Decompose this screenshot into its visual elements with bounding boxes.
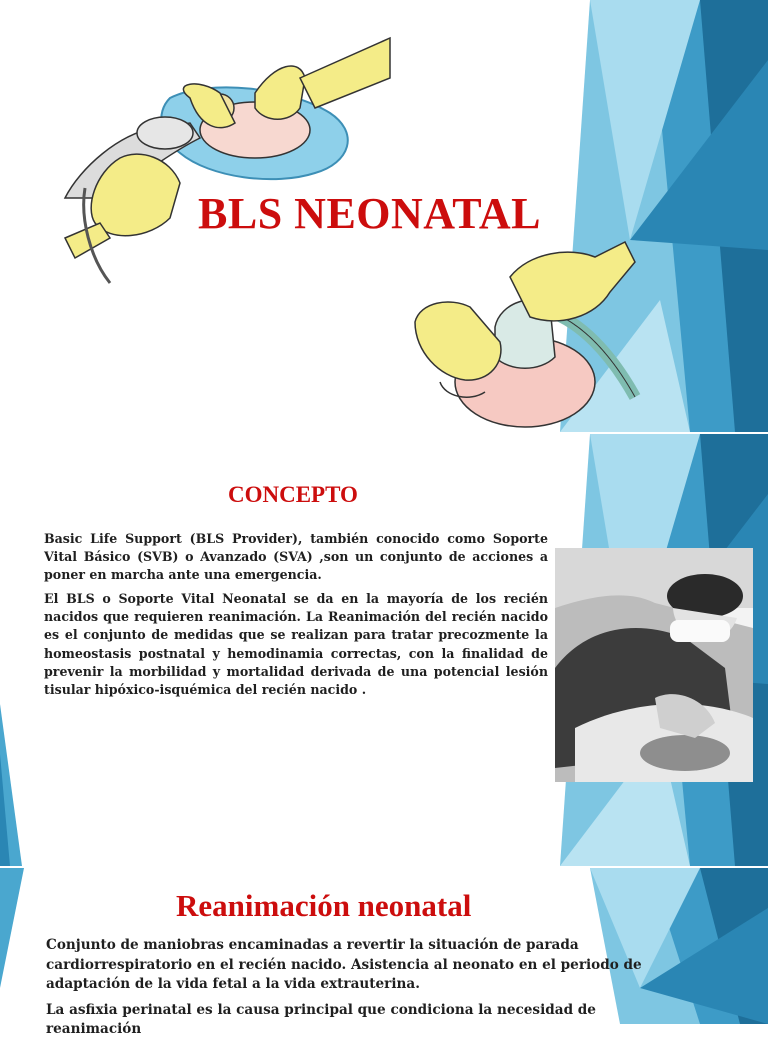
concept-text (44, 530, 548, 699)
paragraph: La asfixia perinatal es la causa principal que condiciona la necesidad de reanimación (46, 1001, 596, 1037)
paragraph: Conjunto de maniobras encaminadas a revertir la situación de parada cardiorrespiratorio en el recién nacido. Asistencia al neonato en el periodo de adaptación de la vida fetal a la vida extrauterina. (46, 937, 642, 992)
paragraph: El BLS o Soporte Vital Neonatal se da en la mayoría de los recién nacidos que requieren reanimación. La Reanimación del recién nacido es el conjunto de medidas que se realizan para tratar precozmente la homeostasis postnatal y hemodinamia correctas, con la finalidad de prevenir la morbilidad y mortalidad derivada de una potencial lesión tisular hipóxico-isquémica del recién nacido . (44, 591, 548, 697)
slide-title-text: BLS NEONATAL (198, 189, 542, 238)
slide-concepto (0, 434, 768, 866)
slide-reanimacion (0, 868, 768, 1037)
section-heading: Reanimación neonatal (176, 888, 472, 923)
paragraph: Basic Life Support (BLS Provider), también conocido como Soporte Vital Básico (SVB) o Avanzado (SVA) ,son un conjunto de acciones a poner en marcha ante una emergencia. (44, 531, 548, 583)
section-heading: CONCEPTO (228, 482, 358, 507)
face-mask-illustration (410, 232, 640, 422)
slide-title (0, 0, 768, 432)
neonatal-resuscitation-photo (555, 548, 753, 782)
reanimacion-text (46, 936, 674, 1040)
bag-mask-ventilation-illustration (60, 38, 390, 288)
